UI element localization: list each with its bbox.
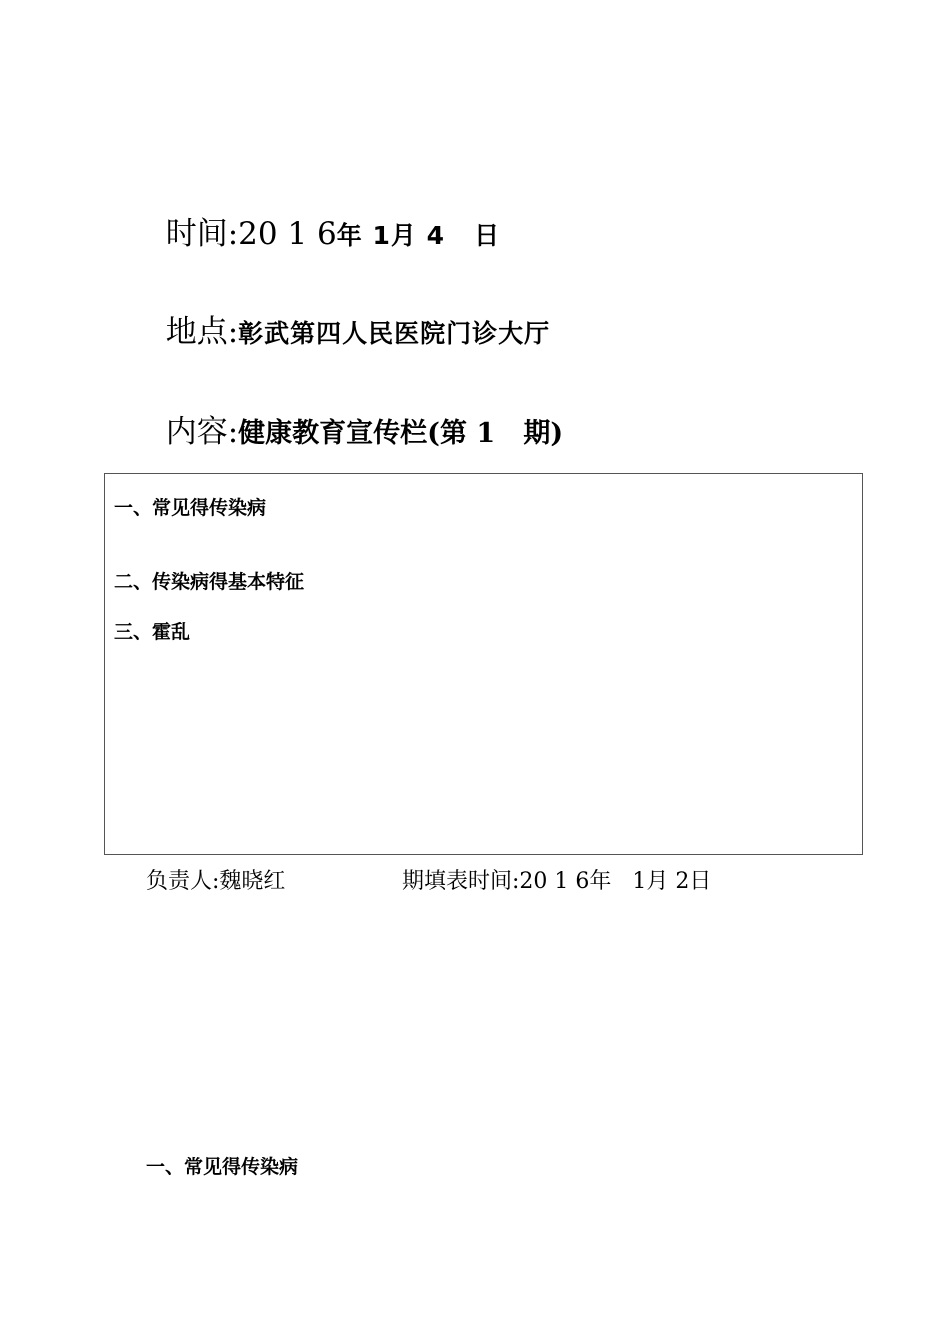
time-value: 年 1月 4 日 (336, 221, 501, 250)
content-line (146, 378, 563, 452)
time-label: 时间:20 1 6 (165, 216, 337, 252)
content-label: 内容: (165, 414, 239, 450)
content-value: 健康教育宣传栏(第 1 期) (238, 418, 564, 449)
section-heading: 一、常见得传染病 (146, 1156, 299, 1178)
box-item-basic-features: 二、传染病得基本特征 (114, 571, 305, 593)
place-label: 地点: (165, 314, 239, 350)
footer-fill-date: 期填表时间:20 1 6年 1月 2日 (402, 869, 712, 894)
footer-person: 负责人:魏晓红 (146, 869, 286, 894)
place-value: 彰武第四人民医院门诊大厅 (238, 319, 551, 348)
content-box (104, 473, 863, 855)
time-line (146, 180, 500, 254)
place-line (146, 278, 550, 352)
box-item-common-diseases: 一、常见得传染病 (114, 497, 267, 519)
box-item-cholera: 三、霍乱 (114, 621, 191, 643)
